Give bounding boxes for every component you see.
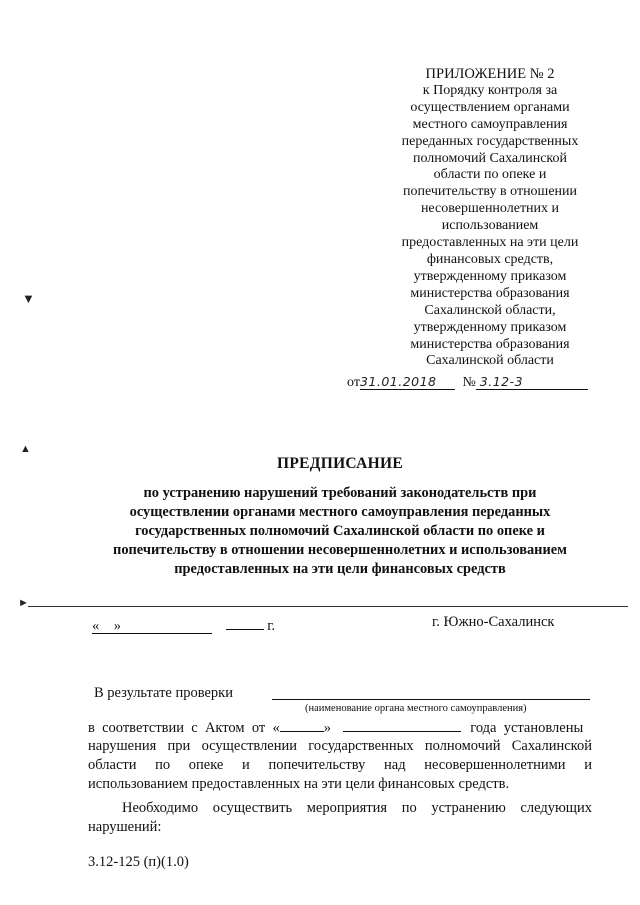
subtitle-line: предоставленных на эти цели финансовых средств	[174, 561, 506, 577]
date-field	[360, 374, 455, 390]
number-prefix: №	[462, 375, 476, 390]
measures-line: Необходимо осуществить мероприятия по устранению следующих	[122, 800, 592, 816]
act-date-field	[280, 716, 324, 732]
act-line	[88, 716, 592, 738]
appendix-line: утвержденному приказом	[413, 268, 567, 284]
paragraph-line: области по опеке и попечительству над несовершеннолетними и	[88, 757, 592, 773]
subtitle-line: по устранению нарушений требований законодательств при	[143, 485, 537, 501]
appendix-line: осуществлением органами	[410, 99, 570, 115]
paragraph-line: нарушения при осуществлении государственных полномочий Сахалинской	[88, 738, 592, 754]
handwritten-date: 31.01.2018	[359, 374, 437, 389]
number-field	[476, 374, 588, 390]
appendix-date-number	[347, 374, 617, 391]
appendix-line: Сахалинской области,	[424, 302, 556, 318]
act-text-close: »	[323, 720, 331, 736]
separator-line	[28, 606, 628, 607]
appendix-line: несовершеннолетних и	[420, 201, 560, 217]
margin-mark-icon: ►	[18, 597, 29, 609]
appendix-line: финансовых средств,	[426, 251, 554, 267]
handwritten-number: 3.12-3	[479, 374, 524, 389]
margin-mark-icon: ▼	[22, 291, 35, 306]
subtitle-line: осуществлении органами местного самоуправления переданных	[129, 504, 551, 520]
organ-name-field	[272, 684, 590, 700]
check-caption: (наименование органа местного самоуправления)	[305, 703, 527, 714]
appendix-line: к Порядку контроля за	[422, 82, 558, 98]
measures-block	[88, 799, 592, 837]
act-year-field	[343, 716, 461, 732]
appendix-line: переданных государственных	[401, 133, 579, 149]
margin-mark-icon: ▲	[20, 443, 31, 455]
day-month-field	[92, 617, 212, 634]
year-field	[226, 613, 264, 630]
check-line	[94, 684, 594, 703]
date-prefix: от	[347, 375, 360, 390]
paragraph-line: использованием предоставленных на эти цели финансовых средств.	[88, 776, 510, 792]
appendix-line: Сахалинской области	[426, 353, 554, 369]
document-title: ПРЕДПИСАНИЕ	[276, 455, 403, 472]
appendix-line: попечительству в отношении	[402, 184, 578, 200]
appendix-line: министерства образования	[410, 285, 570, 301]
act-text-end: года установлены	[470, 720, 584, 736]
appendix-line: области по опеке и	[433, 167, 547, 183]
footer-code: 3.12-125 (п)(1.0)	[88, 854, 189, 870]
violations-paragraph	[88, 737, 592, 794]
document-subtitle	[60, 484, 620, 579]
appendix-line: предоставленных на эти цели	[401, 235, 579, 251]
appendix-line: местного самоуправления	[412, 116, 568, 132]
subtitle-line: государственных полномочий Сахалинской области по опеке и	[135, 523, 545, 539]
appendix-block	[365, 66, 615, 370]
date-city-row	[92, 613, 592, 635]
act-text-start: в соответствии с Актом от «	[88, 720, 280, 736]
check-label: В результате проверки	[94, 685, 233, 701]
subtitle-line: попечительству в отношении несовершеннолетних и использованием	[113, 542, 567, 558]
appendix-line: использованием	[441, 218, 539, 234]
measures-line: нарушений:	[88, 819, 162, 835]
appendix-header: ПРИЛОЖЕНИЕ № 2	[425, 66, 555, 82]
date-quote: « »	[92, 618, 121, 634]
appendix-line: министерства образования	[410, 336, 570, 352]
appendix-line: утвержденному приказом	[413, 319, 567, 335]
year-suffix: г.	[267, 618, 276, 634]
city: г. Южно-Сахалинск	[432, 614, 555, 630]
appendix-line: полномочий Сахалинской	[412, 150, 567, 166]
